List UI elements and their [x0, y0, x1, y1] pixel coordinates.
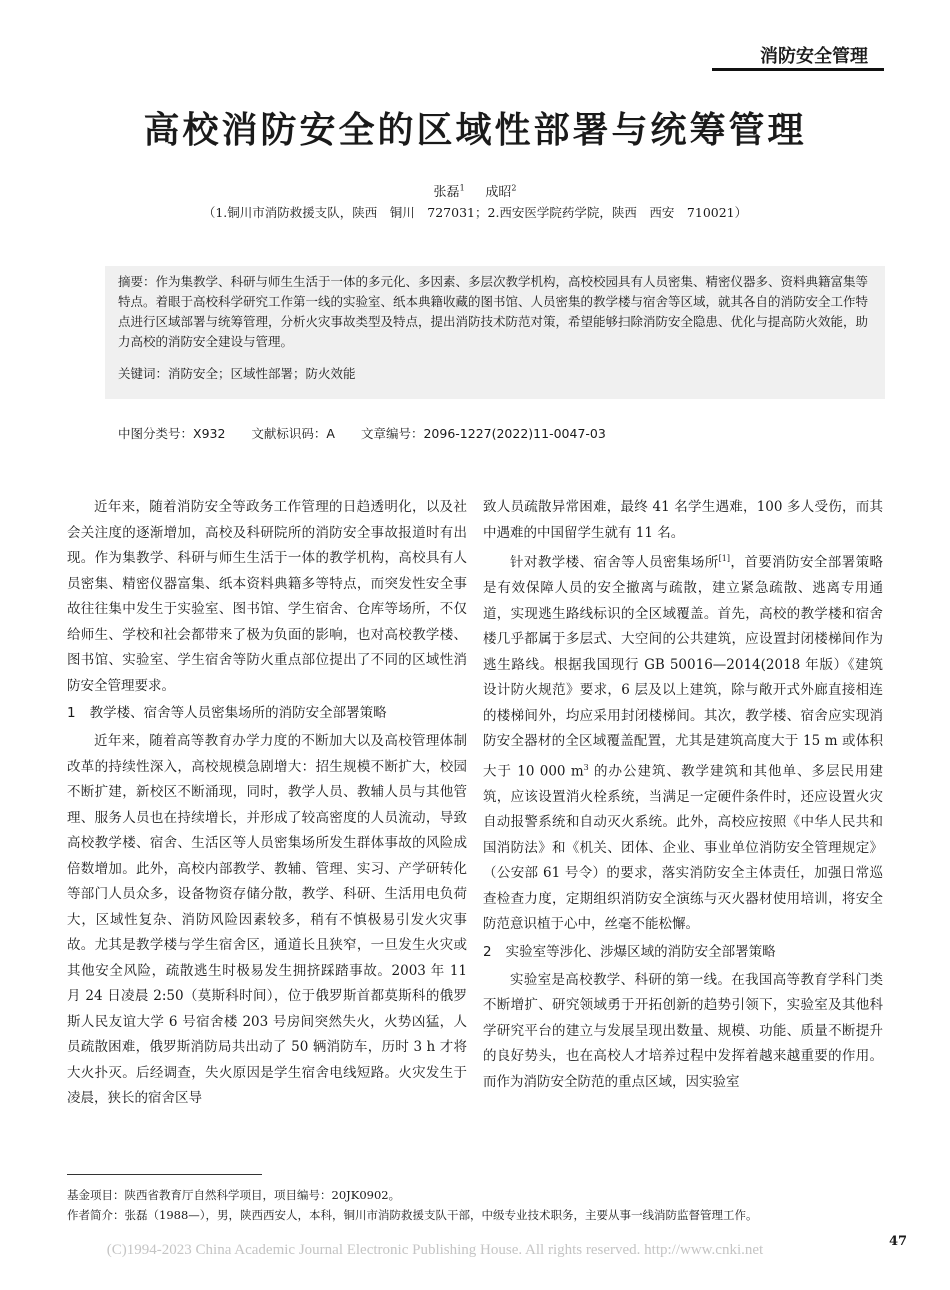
section-heading	[67, 701, 467, 726]
clc-number: 中图分类号：X932	[118, 426, 226, 441]
footnotes	[67, 1185, 897, 1225]
paragraph: 实验室是高校教学、科研的第一线。在我国高等教育学科门类不断增扩、研究领域勇于开拓创新的趋势引领下，实验室及其他科学研究平台的建立与发展呈现出数量、规模、功能、质量不断提升的良好势头，也在高校人才培养过程中发挥着越来越重要的作用。而作为消防安全防范的重点区域，因实验室	[483, 971, 883, 1090]
journal-section-title: 消防安全管理	[760, 46, 868, 67]
text-run: ，首要消防安全部署策略是有效保障人员的安全撤离与疏散，建立紧急疏散、逃离专用通道，实现逃生路线标识的全区域覆盖。首先，高校的教学楼和宿舍楼几乎都属于多层式、大空间的公共建筑，应设置封闭楼梯间作为逃生路线。根据我国现行 GB 50016—2014(2018 年版）《建筑设计防火规范》要求，6 层及以上建筑，除与敞开式外廊直接相连的楼梯间外，均应采用封闭楼梯间。其次，教学楼、宿舍应实现消防安全器材的全区域覆盖配置，尤其是建筑高度大于 15 m 或体积大于 10 000 m	[483, 554, 884, 779]
header-rule	[712, 68, 884, 71]
superscript: 3	[583, 762, 589, 772]
body-column-left	[67, 495, 467, 1112]
footnote-author	[67, 1205, 897, 1225]
body-column-right	[483, 495, 883, 1095]
section-number: 1	[67, 705, 76, 721]
section-title: 教学楼、宿舍等人员密集场所的消防安全部署策略	[89, 705, 387, 721]
paragraph: 近年来，随着高等教育办学力度的不断加大以及高校管理体制改革的持续性深入，高校规模急剧增大：招生规模不断扩大，校园不断扩建，新校区不断涌现，同时，教学人员、教辅人员与其他管理、服务人员也在持续增长，并形成了较高密度的人员流动，导致高校教学楼、宿舍、生活区等人员密集场所发生群体事故的风险成倍数增加。此外，高校内部教学、教辅、管理、实习、产学研转化等部门人员众多，设备物资存储分散，教学、科研、生活用电负荷大，区域性复杂、消防风险因素较多，稍有不慎极易引发火灾事故。尤其是教学楼与学生宿舍区，通道长且狭窄，一旦发生火灾或其他安全风险，疏散逃生时极易发生拥挤踩踏事故。2003 年 11 月 24 日凌晨 2:50（莫斯科时间），位于俄罗斯首都莫斯科的俄罗斯人民友谊大学 6 号宿舍楼 203 号房间突然失火，火势凶猛，人员疏散困难，俄罗斯消防局共出动了 50 辆消防车，历时 3 h 才将大火扑灭。后经调查，失火原因是学生宿舍电线短路。火灾发生于凌晨，狭长的宿舍区导	[67, 733, 467, 1106]
author-affil-mark: 2	[511, 183, 517, 193]
abstract-text: 作为集教学、科研与师生生活于一体的多元化、多因素、多层次教学机构，高校校园具有人员密集、精密仪器多、资料典籍富集等特点。着眼于高校科学研究工作第一线的实验室、纸本典籍收藏的图书馆、人员密集的教学楼与宿舍等区域，就其各自的消防安全工作特点进行区域部署与统筹管理，分析火灾事故类型及特点，提出消防技术防范对策，希望能够扫除消防安全隐患、优化与提高防火效能，助力高校的消防安全建设与管理。	[118, 274, 869, 349]
authors	[0, 181, 950, 200]
paragraph: 致人员疏散异常困难，最终 41 名学生遇难，100 多人受伤，而其中遇难的中国留学生就有 11 名。	[483, 499, 883, 541]
page-number: 47	[889, 1234, 908, 1249]
footnote-label: 基金项目：	[67, 1188, 125, 1202]
text-run: 针对教学楼、宿舍等人员密集场所	[510, 554, 719, 571]
keywords-text: 消防安全；区域性部署；防火效能	[168, 366, 356, 381]
footnote-fund	[67, 1185, 897, 1205]
article-number: 文章编号：2096-1227(2022)11-0047-03	[360, 426, 606, 441]
paragraph	[483, 546, 883, 938]
text-run: 的办公建筑、教学建筑和其他单、多层民用建筑，应该设置消火栓系统，当满足一定硬件条件时，还应设置火灾自动报警系统和自动灭火系统。此外，高校应按照《中华人民共和国消防法》和《机关、团体、企业、事业单位消防安全管理规定》（公安部 61 号令）的要求，落实消防安全主体责任，加强日常巡查检查力度，定期组织消防安全演练与灭火器材使用培训，将安全防范意识植于心中，丝毫不能松懈。	[483, 763, 883, 932]
paper-title: 高校消防安全的区域性部署与统筹管理	[143, 109, 807, 151]
author-affil-mark: 1	[459, 183, 465, 193]
footnote-text: 张磊（1988—），男，陕西西安人，本科，铜川市消防救援支队干部，中级专业技术职务，主要从事一线消防监督管理工作。	[124, 1208, 758, 1222]
abstract	[118, 272, 870, 352]
copyright-watermark: (C)1994-2023 China Academic Journal Electronic Publishing House. All rights reserved. http://www.cnki.net	[106, 1242, 764, 1258]
author-name: 张磊	[433, 185, 460, 200]
classification-line	[118, 424, 878, 442]
section-number: 2	[483, 943, 492, 960]
paragraph: 近年来，随着消防安全等政务工作管理的日趋透明化，以及社会关注度的逐渐增加，高校及科研院所的消防安全事故报道时有出现。作为集教学、科研与师生生活于一体的教学机构，高校具有人员密集、精密仪器富集、纸本资料典籍多等特点，而突发性安全事故往往集中发生于实验室、图书馆、学生宿舍、仓库等场所，不仅给师生、学校和社会都带来了极为负面的影响，也对高校教学楼、图书馆、实验室、学生宿舍等防火重点部位提出了不同的区域性消防安全管理要求。	[67, 499, 467, 694]
keywords-label: 关键词：	[118, 366, 169, 381]
keywords	[118, 364, 870, 384]
footnote-text: 陕西省教育厅自然科学项目，项目编号：20JK0902。	[124, 1188, 401, 1202]
affiliation: （1.铜川市消防救援支队，陕西 铜川 727031；2.西安医学院药学院，陕西 西安 710021）	[202, 205, 748, 220]
section-heading	[483, 940, 883, 965]
abstract-label: 摘要：	[118, 274, 156, 289]
footnote-label: 作者简介：	[67, 1208, 125, 1222]
author-name: 成昭	[485, 185, 512, 200]
section-title: 实验室等涉化、涉爆区域的消防安全部署策略	[505, 943, 776, 960]
footnote-rule	[67, 1174, 262, 1175]
citation[interactable]: [1]	[718, 554, 730, 563]
document-code: 文献标识码：A	[251, 426, 335, 441]
